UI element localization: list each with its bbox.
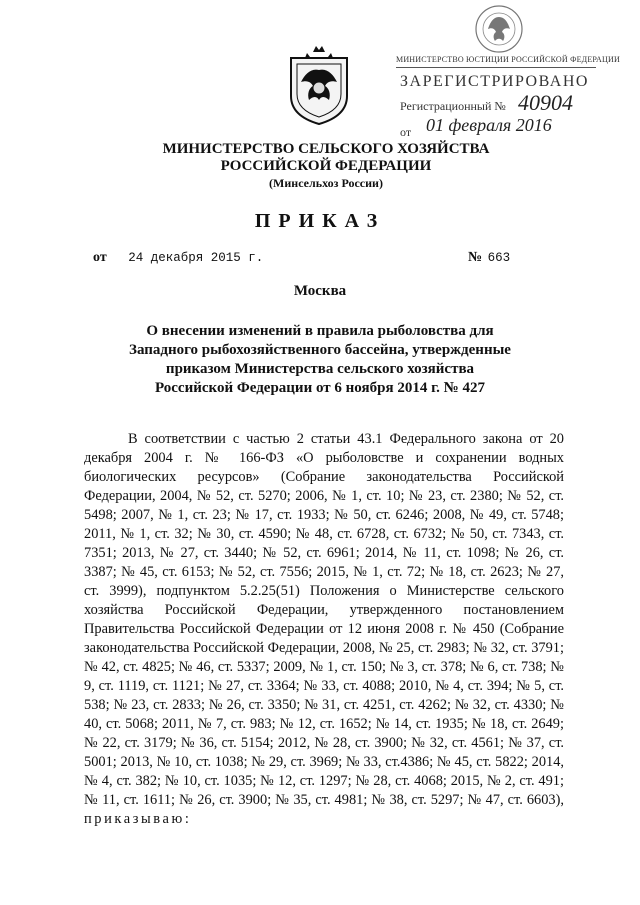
subject-line: О внесении изменений в правила рыболовства для [146, 323, 494, 339]
date-prefix: от [93, 250, 107, 265]
document-city: Москва [293, 283, 347, 299]
document-title: ПРИКАЗ [254, 210, 386, 232]
document-body [84, 430, 564, 829]
stamp-ministry-header: МИНИСТЕРСТВО ЮСТИЦИИ РОССИЙСКОЙ ФЕДЕРАЦИИ [396, 55, 620, 64]
stamp-date-value: 01 февраля 2016 [426, 115, 552, 135]
stamp-registration-label: Регистрационный № [400, 99, 506, 113]
registration-stamp [396, 55, 622, 145]
date-number-row [93, 250, 533, 266]
number-sign: № [468, 250, 483, 265]
subject-line: Российской Федерации от 6 ноября 2014 г. № 427 [154, 380, 486, 396]
ministry-header [0, 141, 640, 192]
stamp-date-label: от [400, 125, 412, 139]
ministry-short-name: (Минсельхоз России) [269, 176, 383, 190]
order-closing-word: приказываю: [84, 811, 192, 827]
document-number: 663 [487, 251, 511, 265]
stamp-registered-label: ЗАРЕГИСТРИРОВАНО [400, 73, 589, 90]
ministry-name-line1: МИНИСТЕРСТВО СЕЛЬСКОГО ХОЗЯЙСТВА [162, 141, 490, 157]
body-paragraph [84, 430, 564, 829]
document-date: 24 декабря 2015 г. [128, 251, 264, 265]
subject-line: приказом Министерства сельского хозяйства [165, 361, 475, 377]
body-text: В соответствии с частью 2 статьи 43.1 Федерального закона от 20 декабря 2004 г. № 166-ФЗ «О рыболовстве и сохранении водных биологических ресурсов» (Собрание законодательства Российской Федерации, 2004, № 52, ст. 5270; 2006, № 1, ст. 10; № 23, ст. 2380; № 52, ст. 5498; 2007, № 1, ст. 23; № 17, ст. 1933; № 50, ст. 6246; 2008, № 49, ст. 5748; 2011, № 1, ст. 32; № 30, ст. 4590; № 48, ст. 6728, ст. 6732; № 50, ст. 7343, ст. 7351; 2013, № 27, ст. 3440; № 52, ст. 6961; 2014, № 11, ст. 1098; № 26, ст. 3387; № 45, ст. 6153; № 52, ст. 7556; 2015, № 1, ст. 72; № 18, ст. 2623; № 27, ст. 3999), подпунктом 5.2.25(51) Положения о Министерстве сельского хозяйства Российской Федерации, утвержденного постановлением Правительства Российской Федерации от 12 июня 2008 г. № 450 (Собрание законодательства Российской Федерации, 2008, № 25, ст. 2983; № 32, ст. 3791; № 42, ст. 4825; № 46, ст. 5337; 2009, № 1, ст. 150; № 3, ст. 378; № 6, ст. 738; № 9, ст. 1119, ст. 1121; № 27, ст. 3364; № 33, ст. 4088; 2010, № 4, ст. 394; № 5, ст. 538; № 23, ст. 2833; № 26, ст. 3350; № 31, ст. 4251, ст. 4262; № 32, ст. 4330; № 40, ст. 5068; 2011, № 7, ст. 983; № 12, ст. 1652; № 14, ст. 1935; № 18, ст. 2649; № 22, ст. 3179; № 36, ст. 5154; 2012, № 28, ст. 3900; № 32, ст. 4561; № 37, ст. 5001; 2013, № 10, ст. 1038; № 29, ст. 3969; № 33, ст.4386; № 45, ст. 5822; 2014, № 4, ст. 382; № 10, ст. 1035; № 12, ст. 1297; № 28, ст. 4068; 2015, № 2, ст. 491; № 11, ст. 1611; № 26, ст. 3900; № 35, ст. 4981; № 38, ст. 5297; № 47, ст. 6603), [84, 431, 564, 808]
ministry-name-line2: РОССИЙСКОЙ ФЕДЕРАЦИИ [220, 158, 432, 174]
stamp-registration-number: 40904 [518, 90, 573, 115]
subject-line: Западного рыбохозяйственного бассейна, утвержденные [129, 342, 511, 358]
state-emblem-icon [283, 44, 355, 126]
registration-seal-icon [470, 3, 528, 55]
document-subject [0, 322, 640, 398]
document-number-block [468, 250, 510, 266]
stamp-divider [396, 67, 596, 68]
